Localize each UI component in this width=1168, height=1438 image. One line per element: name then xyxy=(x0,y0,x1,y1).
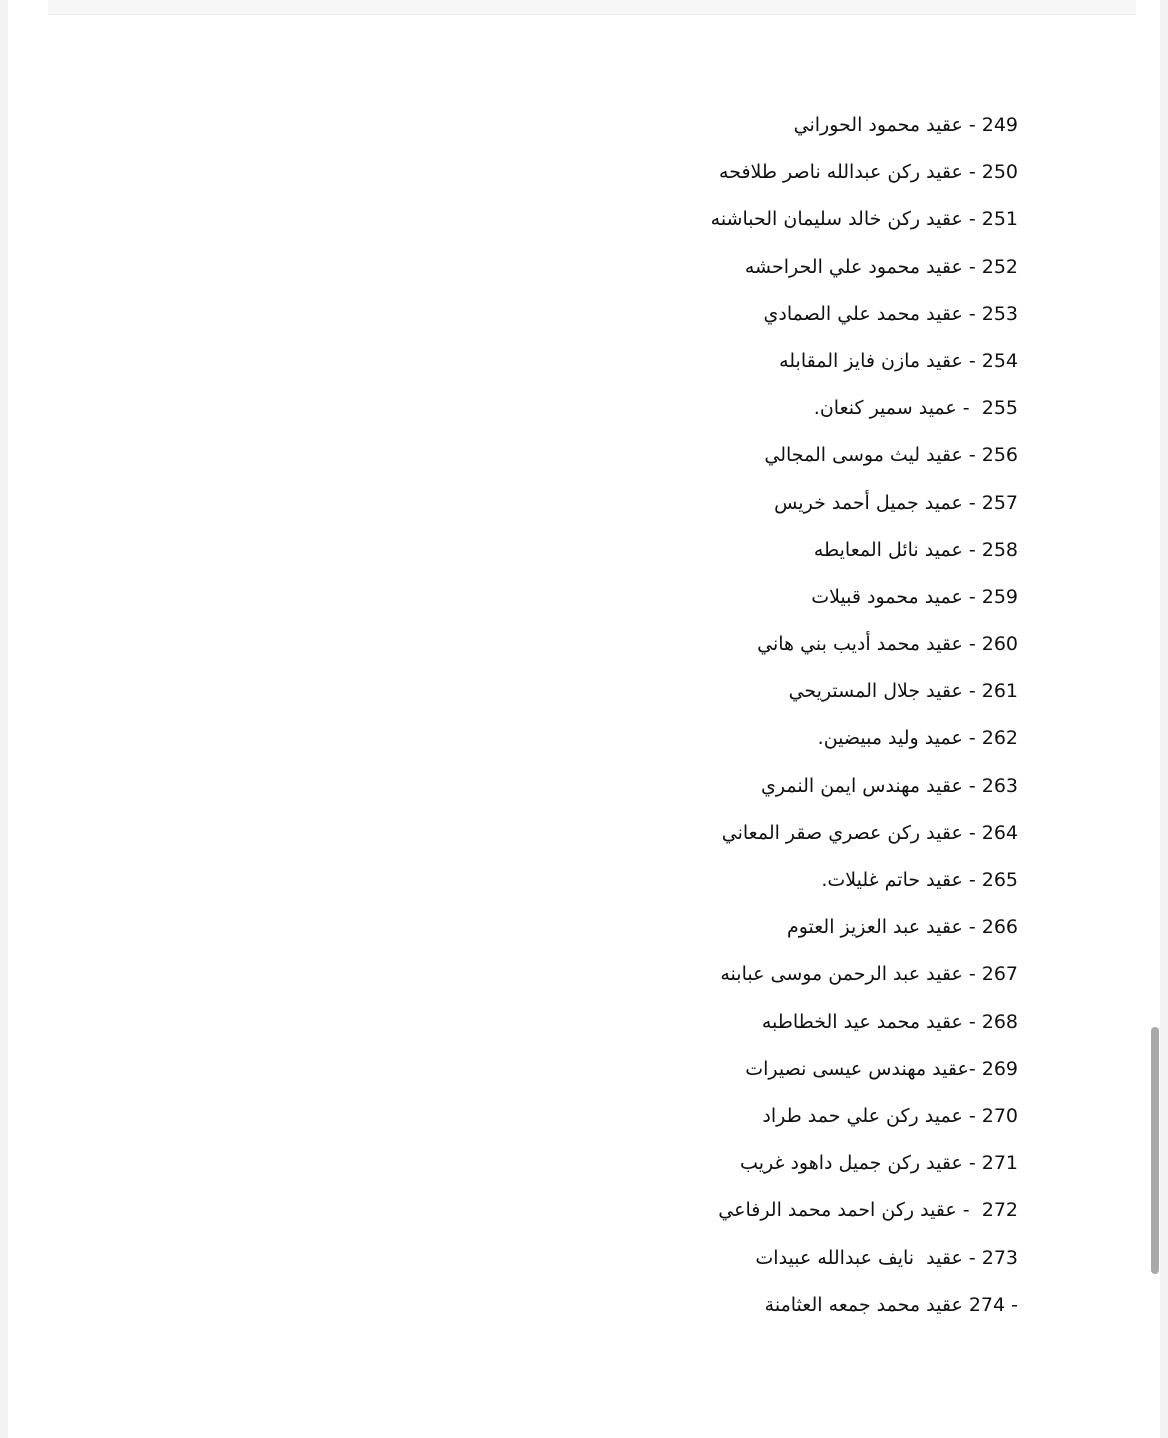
list-item: 264 - عقيد ركن عصري صقر المعاني xyxy=(721,821,1018,844)
list-item: 258 - عميد نائل المعايطه xyxy=(813,538,1018,561)
list-item: 272 - عقيد ركن احمد محمد الرفاعي xyxy=(718,1199,1018,1222)
list-item: 256 - عقيد ليث موسى المجالي xyxy=(764,444,1018,467)
officer-list xyxy=(458,102,1018,1329)
list-item: 249 - عقيد محمود الحوراني xyxy=(793,114,1018,136)
list-item: - 274 عقيد محمد جمعه العثامنة xyxy=(764,1293,1018,1316)
list-item: 268 - عقيد محمد عيد الخطاطبه xyxy=(761,1010,1018,1033)
previous-page-edge xyxy=(48,0,1136,15)
list-item: 273 - عقيد نايف عبدالله عبيدات xyxy=(755,1246,1018,1269)
list-item: 269 -عقيد مهندس عيسى نصيرات xyxy=(745,1057,1018,1080)
list-item: 266 - عقيد عبد العزيز العتوم xyxy=(786,916,1018,939)
list-item: 259 - عميد محمود قبيلات xyxy=(811,585,1018,608)
list-item: 257 - عميد جميل أحمد خريس xyxy=(774,491,1018,514)
document-page xyxy=(8,0,1160,1438)
list-item: 263 - عقيد مهندس ايمن النمري xyxy=(761,774,1018,797)
scrollbar-thumb[interactable] xyxy=(1151,1027,1159,1274)
list-item: 265 - عقيد حاتم غليلات. xyxy=(821,869,1018,891)
list-item: 252 - عقيد محمود علي الحراحشه xyxy=(744,255,1018,278)
list-item: 253 - عقيد محمد علي الصمادي xyxy=(763,302,1018,325)
list-item: 262 - عميد وليد مبيضين. xyxy=(817,727,1018,750)
list-item: 250 - عقيد ركن عبدالله ناصر طلافحه xyxy=(719,161,1018,184)
list-item: 267 - عقيد عبد الرحمن موسى عبابنه xyxy=(720,963,1018,986)
list-item: 255 - عميد سمير كنعان. xyxy=(813,397,1018,420)
list-item: 271 - عقيد ركن جميل داهود غريب xyxy=(740,1152,1018,1175)
list-item: 261 - عقيد جلال المستريحي xyxy=(788,680,1018,703)
list-item: 260 - عقيد محمد أديب بني هاني xyxy=(757,633,1018,656)
list-item: 254 - عقيد مازن فايز المقابله xyxy=(779,349,1018,372)
list-item: 251 - عقيد ركن خالد سليمان الحباشنه xyxy=(710,208,1018,231)
list-item: 270 - عميد ركن علي حمد طراد xyxy=(762,1104,1018,1127)
